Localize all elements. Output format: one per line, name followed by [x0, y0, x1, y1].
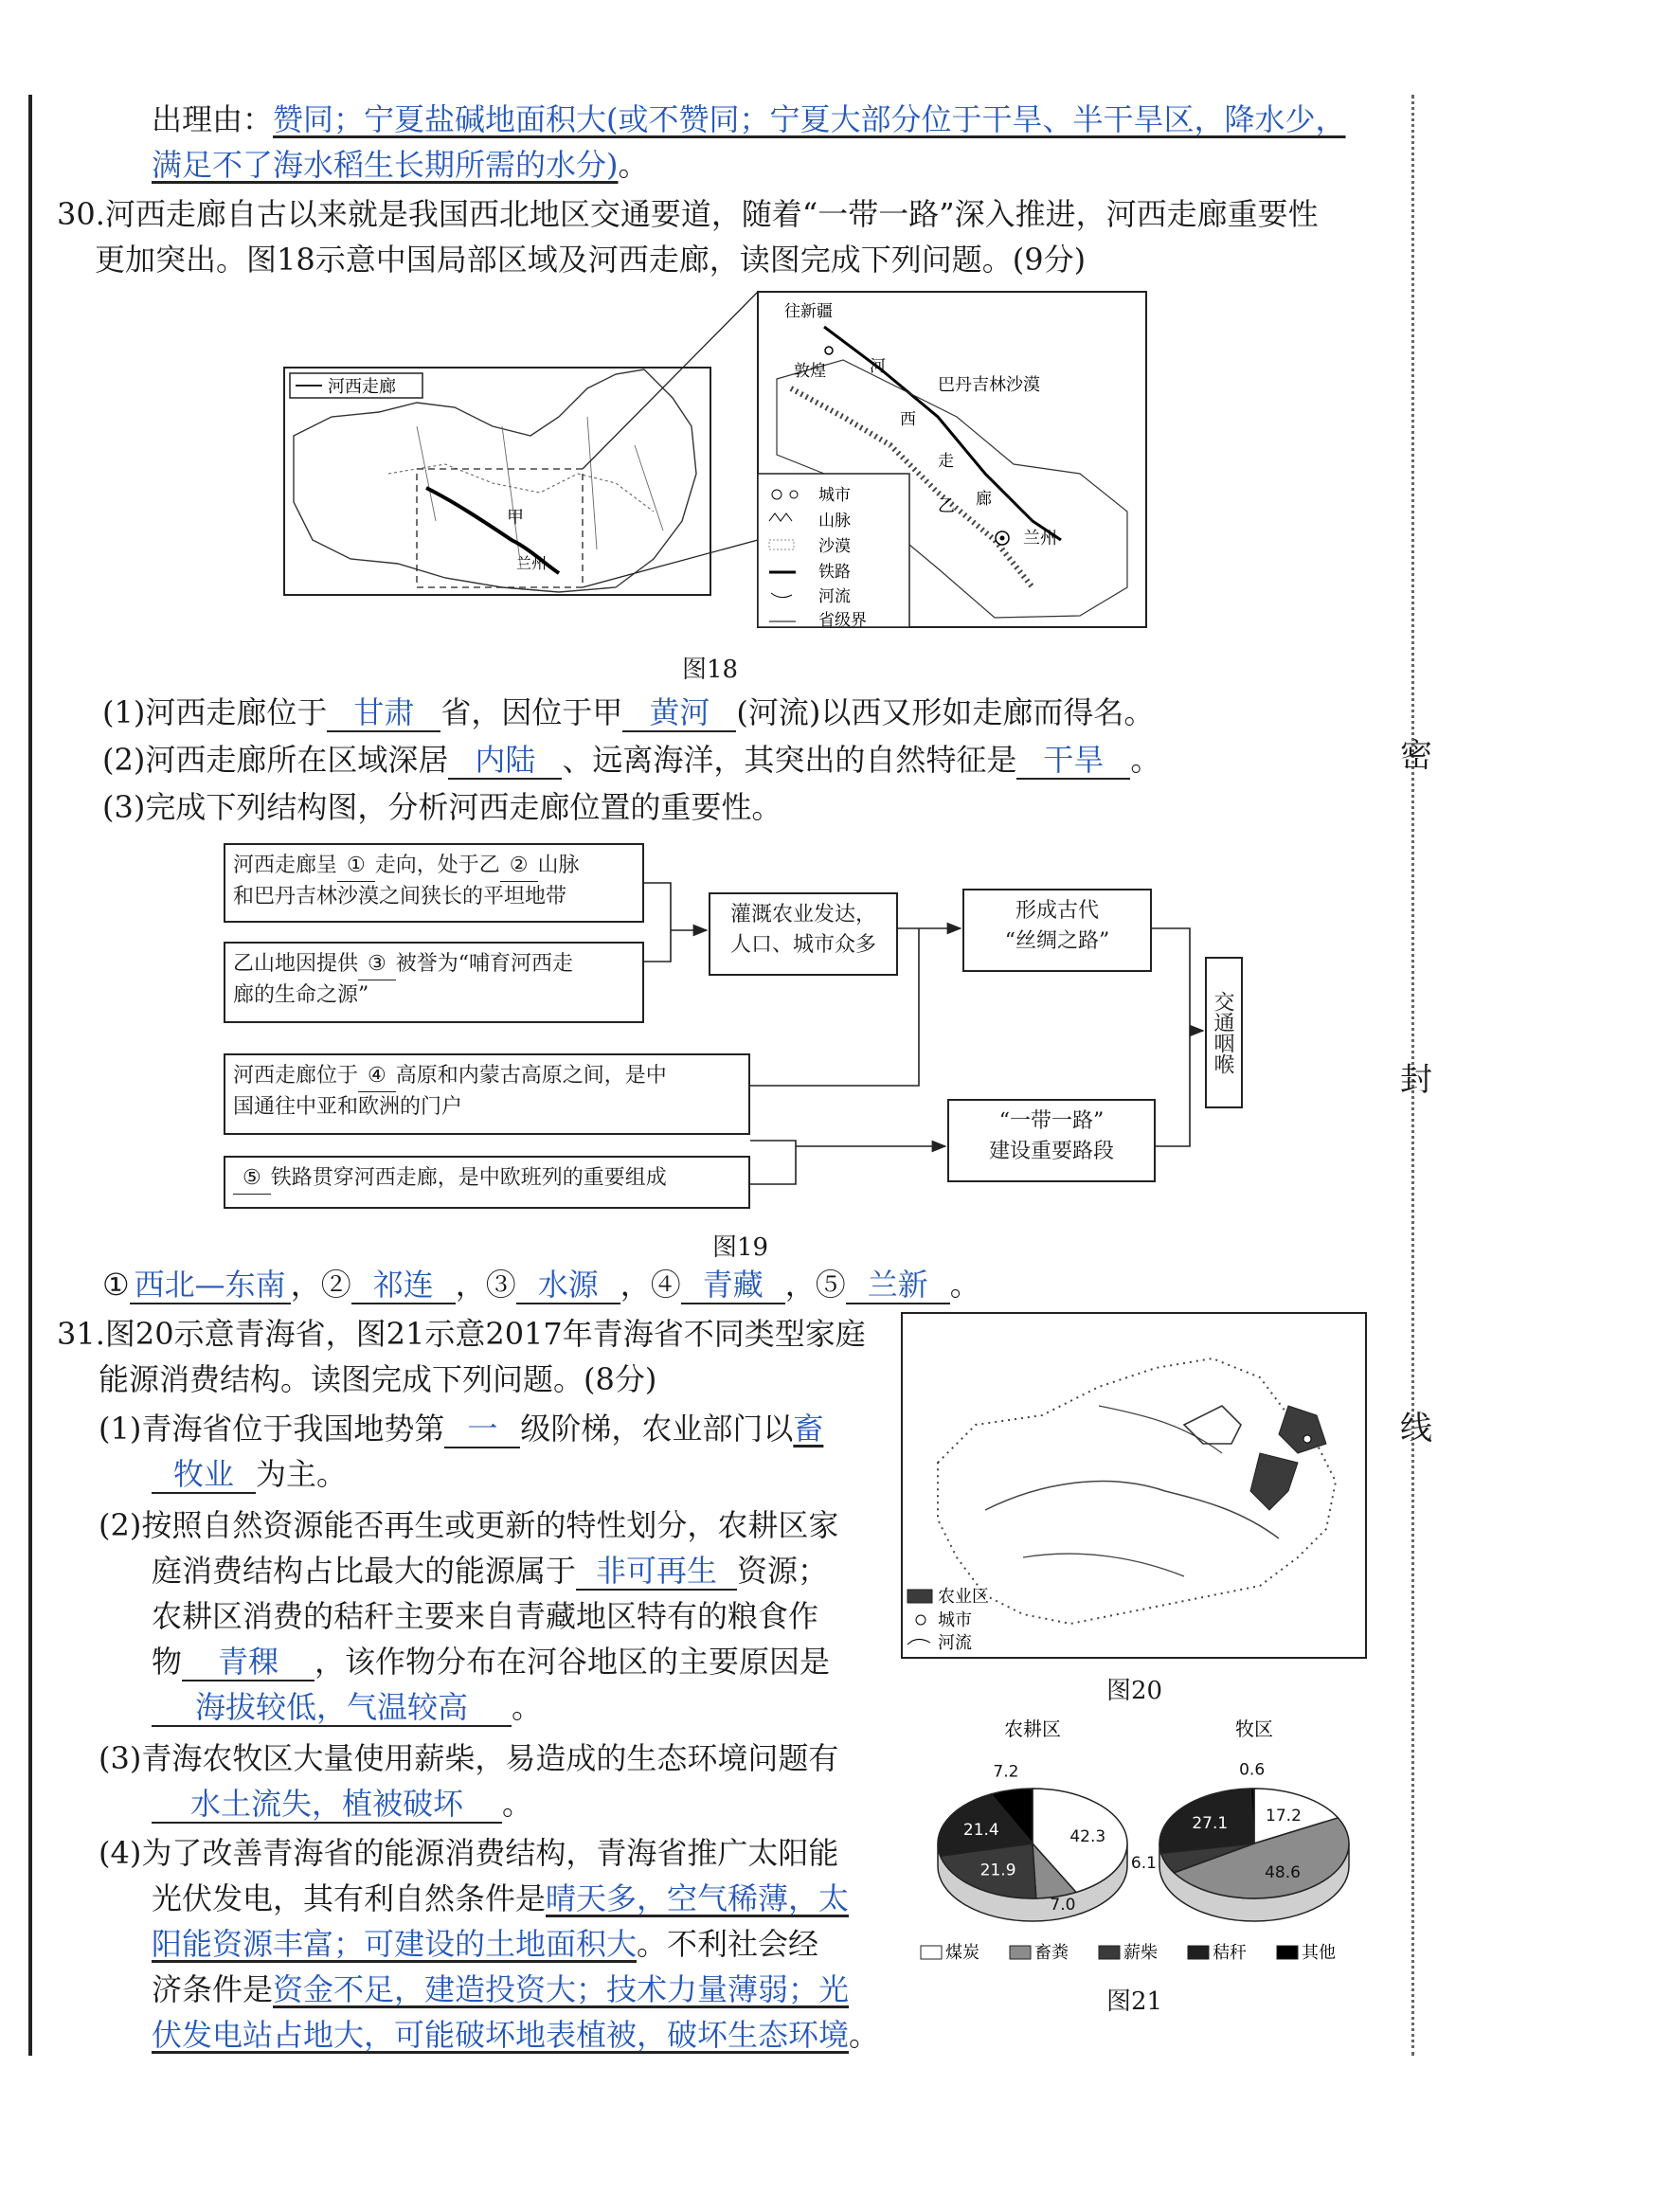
fig19-box-trend: 河西走廊呈 ① 走向，处于乙 ② 山脉 和巴丹吉林沙漠之间狭长的平坦地带 [224, 843, 644, 923]
q31-part3-line2: 水土流失，植被破坏 。 [152, 1783, 532, 1825]
q29-answer-1[interactable]: 赞同；宁夏盐碱地面积大(或不赞同；宁夏大部分位于干旱、半干旱区，降水少， [273, 101, 1346, 137]
fig18-caption: 图18 [682, 656, 739, 684]
fig18-he: 河 [870, 357, 886, 376]
q30-part2-answer-location[interactable]: 内陆 [448, 742, 562, 780]
legend-swatch-1 [1010, 1946, 1031, 1959]
fig20-caption: 图20 [1106, 1677, 1163, 1705]
legend-swatch-0 [921, 1946, 942, 1959]
seal-mark-xian: 线 [1400, 1410, 1432, 1448]
fig21-legend [921, 1943, 1336, 1963]
seal-mark-mi: 密 [1400, 737, 1432, 775]
q30-stem-1: 30.河西走廊自古以来就是我国西北地区交通要道，随着“一带一路”深入推进，河西走廊重要性 [57, 196, 1319, 232]
q31-answer-sector-b[interactable]: 牧业 [152, 1456, 256, 1494]
fig18-dunhuang: 敦煌 [794, 362, 826, 381]
legend-label-2: 薪柴 [1123, 1943, 1158, 1963]
legend-label-1: 畜粪 [1034, 1943, 1069, 1963]
q31-stem-1: 31.图20示意青海省，图21示意2017年青海省不同类型家庭 [57, 1316, 866, 1352]
fig18-label-lanzhou-main: 兰州 [516, 554, 548, 572]
pie-label-3: 27.1 [1192, 1814, 1229, 1834]
q30-part2-answer-feature[interactable]: 干旱 [1016, 742, 1130, 780]
pie-label-1: 7.0 [1050, 1896, 1076, 1915]
q31-answer-social-2[interactable]: 伏发电站占地大，可能破坏地表植被，破坏生态环境 [152, 2017, 850, 2053]
fig19-box-agriculture: 灌溉农业发达， 人口、城市众多 [709, 892, 898, 976]
q31-part4-line2: 光伏发电，其有利自然条件是晴天多，空气稀薄，太 [152, 1880, 850, 1916]
q30-part1-answer-province[interactable]: 甘肃 [327, 694, 440, 732]
fig19-box-beltroad: “一带一路” 建设重要路段 [947, 1099, 1156, 1182]
q31-part2-line1: (2)按照自然资源能否再生或更新的特性划分，农耕区家 [99, 1507, 839, 1543]
q31-answer-resource[interactable]: 非可再生 [576, 1553, 737, 1591]
q31-answer-natural-2[interactable]: 阳能资源丰富；可建设的土地面积大 [152, 1926, 638, 1962]
q30-answer-5[interactable]: 兰新 [846, 1267, 950, 1304]
legend-label-3: 秸秆 [1213, 1943, 1247, 1963]
seal-mark-feng: 封 [1400, 1061, 1432, 1099]
fig18-label-jia: 甲 [507, 508, 524, 528]
q31-part3-line1: (3)青海农牧区大量使用薪柴，易造成的生态环境问题有 [99, 1740, 839, 1776]
q29-reason-line2: 满足不了海水稻生长期所需的水分)。 [152, 147, 649, 183]
q30-part3-answers: ① 西北—东南 ，② 祁连 ，③ 水源 ，④ 青藏 ，⑤ 兰新 。 [102, 1267, 980, 1303]
fig19-arrows [635, 834, 1260, 1222]
q30-part1: (1)河西走廊位于 甘肃 省，因位于甲 黄河 (河流)以西又形如走廊而得名。 [102, 694, 1155, 730]
q31-answer-eco-problem[interactable]: 水土流失，植被破坏 [152, 1786, 502, 1824]
q31-answer-crop[interactable]: 青稞 [182, 1644, 314, 1681]
q30-answer-3[interactable]: 水源 [516, 1267, 620, 1304]
figure-21 [919, 1711, 1374, 1976]
fig20-legend-farm: 农业区 [938, 1587, 989, 1607]
q31-part4-line3: 阳能资源丰富；可建设的土地面积大。不利社会经 [152, 1926, 819, 1962]
pie-label-4: 7.2 [993, 1762, 1019, 1782]
fig18-legend-mountain: 山脉 [818, 512, 851, 531]
fig18-yi: 乙 [938, 496, 955, 516]
legend-label-4: 其他 [1302, 1943, 1336, 1963]
legend-swatch-4 [1277, 1946, 1298, 1959]
q30-answer-1[interactable]: 西北—东南 [130, 1267, 291, 1304]
q29-answer-2[interactable]: 满足不了海水稻生长期所需的水分) [152, 147, 619, 183]
q31-part4-line1: (4)为了改善青海省的能源消费结构，青海省推广太阳能 [99, 1835, 839, 1871]
pie-label-4: 0.6 [1239, 1760, 1266, 1780]
q30-part1-answer-river[interactable]: 黄河 [622, 694, 736, 732]
q31-part2-line5: 海拔较低，气温较高 。 [152, 1686, 542, 1728]
q31-answer-sector-a[interactable]: 畜 [793, 1411, 824, 1447]
q30-part2: (2)河西走廊所在区域深居 内陆 、远离海洋，其突出的自然特征是 干旱 。 [102, 742, 1161, 778]
fig18-zou: 走 [938, 452, 954, 471]
q31-part2-line2: 庭消费结构占比最大的能源属于 非可再生 资源； [152, 1553, 829, 1589]
legend-swatch-2 [1099, 1946, 1120, 1959]
fig19-box-silkroad: 形成古代 “丝绸之路” [962, 889, 1152, 972]
fig18-legend-river: 河流 [818, 587, 851, 606]
fig18-lang: 廊 [976, 490, 992, 509]
fig18-badain: 巴丹吉林沙漠 [938, 375, 1040, 395]
left-binding-rule [28, 95, 32, 2056]
q29-reason-line1 [152, 99, 1346, 140]
fig19-box-railway: ⑤ 铁路贯穿河西走廊，是中欧班列的重要组成 [224, 1156, 750, 1209]
q31-part4-line4: 济条件是资金不足，建造投资大；技术力量薄弱；光 [152, 1971, 850, 2007]
fig19-box-water: 乙山地因提供 ③ 被誉为“哺育河西走 廊的生命之源” [224, 942, 644, 1023]
q29-prefix: 出理由： [152, 101, 274, 137]
fig20-legend-river: 河流 [938, 1633, 972, 1653]
q30-part3: (3)完成下列结构图，分析河西走廊位置的重要性。 [102, 789, 782, 825]
fig21-caption: 图21 [1106, 1987, 1163, 2016]
fig19-caption: 图19 [712, 1233, 769, 1262]
q31-answer-social-1[interactable]: 资金不足，建造投资大；技术力量薄弱；光 [273, 1971, 850, 2007]
pie-label-3: 21.4 [962, 1821, 999, 1841]
fig18-legend-railway: 铁路 [818, 563, 851, 582]
pie-label-0: 42.3 [1069, 1826, 1106, 1846]
fig18-legend-city: 城市 [818, 486, 851, 505]
legend-label-0: 煤炭 [945, 1943, 979, 1963]
pie-label-0: 17.2 [1266, 1807, 1302, 1826]
fig21-pie-farming [938, 1762, 1127, 1921]
fig18-legend-boundary: 省级界 [818, 611, 867, 630]
q31-part1-line2: 牧业 为主。 [152, 1453, 347, 1495]
q30-stem-2: 更加突出。图18示意中国局部区域及河西走廊，读图完成下列问题。(9分) [95, 242, 1087, 278]
figure-18 [275, 284, 1156, 635]
fig21-title-pastoral: 牧区 [1235, 1717, 1273, 1740]
pie-label-2: 21.9 [979, 1861, 1016, 1880]
fig18-lanzhou-inset: 兰州 [1023, 529, 1057, 549]
fig19-box-transport-hub: 交通咽喉 [1205, 957, 1243, 1108]
fig21-title-farming: 农耕区 [1004, 1717, 1061, 1740]
fig18-to-xinjiang: 往新疆 [784, 302, 833, 321]
q31-part1-line1: (1)青海省位于我国地势第 一 级阶梯，农业部门以畜 [99, 1411, 824, 1447]
q31-stem-2: 能源消费结构。读图完成下列问题。(8分) [99, 1361, 657, 1397]
q31-answer-natural-1[interactable]: 晴天多，空气稀薄，太 [546, 1880, 850, 1916]
fig19-box-gateway: 河西走廊位于 ④ 高原和内蒙古高原之间，是中 国通往中亚和欧洲的门户 [224, 1053, 750, 1135]
q31-answer-reason[interactable]: 海拔较低，气温较高 [152, 1689, 512, 1727]
q31-part2-line3: 农耕区消费的秸秆主要来自青藏地区特有的粮食作 [152, 1598, 819, 1634]
q31-part2-line4: 物 青稞 ，该作物分布在河谷地区的主要原因是 [152, 1644, 831, 1680]
pie-label-2: 6.1 [1130, 1854, 1157, 1874]
fig21-pie-pastoral [1131, 1761, 1349, 1921]
q30-answer-4[interactable]: 青藏 [681, 1267, 785, 1304]
q30-answer-2[interactable]: 祁连 [351, 1267, 456, 1304]
fig18-legend-desert: 沙漠 [818, 537, 851, 556]
legend-swatch-3 [1188, 1946, 1209, 1959]
fig18-legend-corridor: 河西走廊 [328, 377, 396, 397]
fig20-legend-city: 城市 [938, 1610, 972, 1630]
q31-answer-step[interactable]: 一 [444, 1411, 520, 1448]
fig18-xi: 西 [900, 410, 916, 429]
figure-20 [900, 1311, 1370, 1662]
pie-label-1: 48.6 [1265, 1863, 1301, 1883]
q31-part4-line5: 伏发电站占地大，可能破坏地表植被，破坏生态环境。 [152, 2017, 880, 2053]
